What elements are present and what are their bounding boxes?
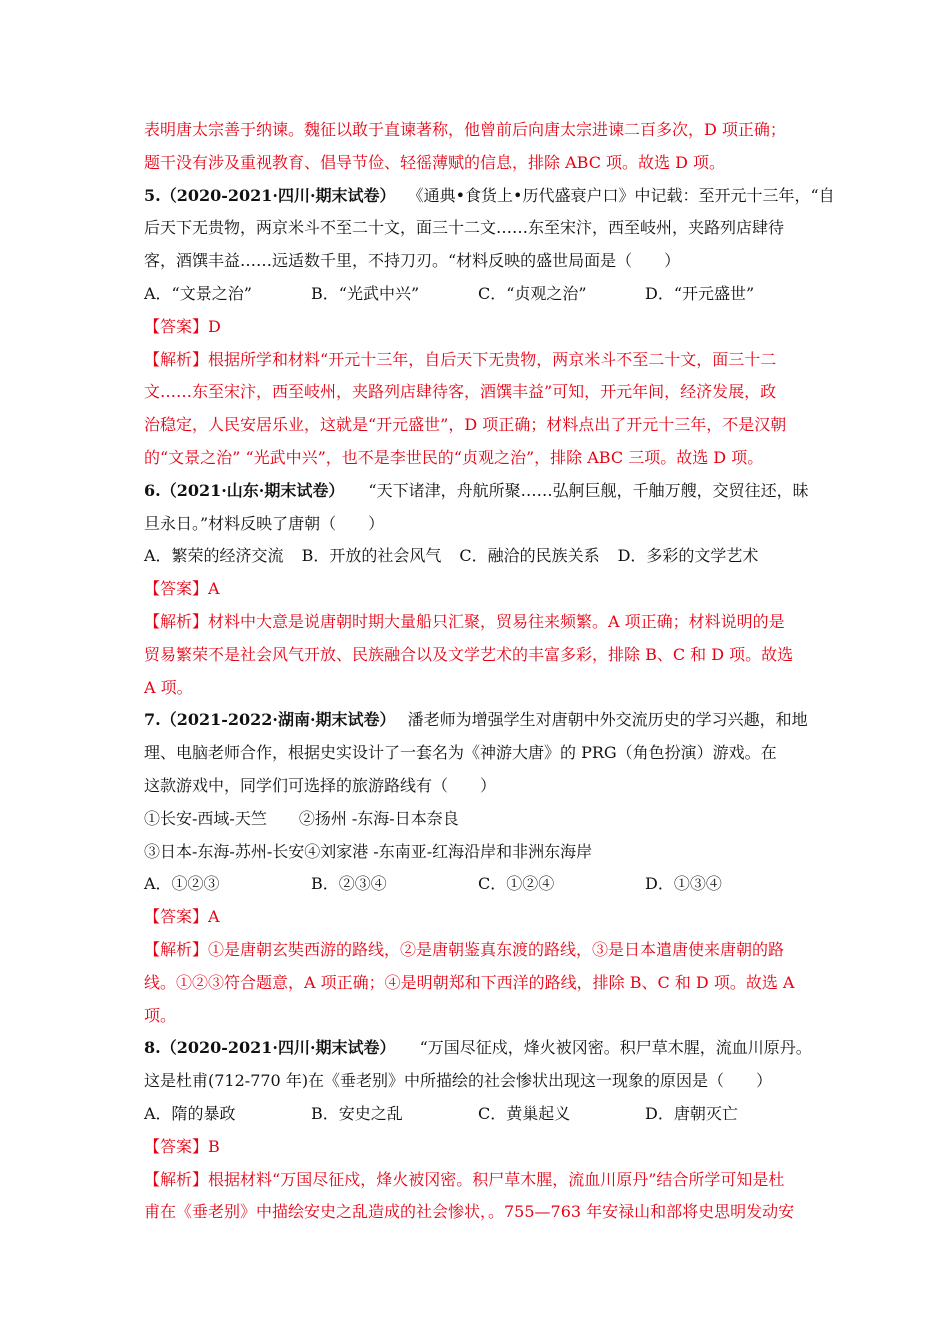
q7-answer-value: A: [208, 907, 220, 927]
q8-stem-line-2: 这是杜甫(712-770 年)在《垂老别》中所描绘的社会惨状出现这一现象的原因是（ ）: [144, 1071, 773, 1091]
q7-option-a: A．①②③: [144, 874, 220, 894]
q7-answer: [144, 901, 812, 934]
q8-source: （2020-2021·四川·期末试卷）: [160, 1038, 396, 1058]
q8-option-a: A．隋的暴政: [144, 1103, 236, 1123]
q7-source: （2021-2022·湖南·期末试卷）: [160, 710, 396, 730]
q8-analysis-line-1: [144, 1164, 812, 1197]
q4-analysis-line-2: 题干没有涉及重视教育、倡导节俭、轻徭薄赋的信息，排除 ABC 项。故选 D 项。: [144, 152, 726, 172]
q6-option-d: D．多彩的文学艺术: [617, 546, 759, 566]
q8-number: 8.: [144, 1038, 161, 1058]
q8-answer-label: 【答案】: [144, 1136, 209, 1156]
q5-analysis-line-2: 文……东至宋汴，西至岐州，夹路列店肆待客，酒馔丰益”可知，开元年间，经济发展，政: [144, 382, 777, 402]
q5-options: [144, 278, 812, 311]
q5-stem-text-1: 《通典•食货上•历代盛衰户口》中记载：至开元十三年，“自: [407, 185, 835, 205]
q8-option-d: D．唐朝灭亡: [645, 1103, 738, 1123]
q6-source: （2021·山东·期末试卷）: [160, 480, 345, 500]
q7-option-d: D．①③④: [645, 874, 722, 894]
q6-analysis-text-1: 材料中大意是说唐朝时期大量船只汇聚，贸易往来频繁。A 项正确；材料说明的是: [208, 611, 785, 631]
q6-option-a: A．繁荣的经济交流: [144, 546, 284, 566]
q6-answer: [144, 573, 812, 606]
q5-source: （2020-2021·四川·期末试卷）: [160, 185, 396, 205]
q7-analysis-line-2: 线。①②③符合题意，A 项正确；④是明朝郑和下西洋的路线，排除 B、C 和 D 项。故选 A: [144, 972, 795, 992]
q7-analysis-line-1: [144, 934, 812, 967]
q6-analysis-line-2: 贸易繁荣不是社会风气开放、民族融合以及文学艺术的丰富多彩，排除 B、C 和 D 项。故选: [144, 644, 794, 664]
q6-number: 6.: [144, 480, 161, 500]
q7-stem-line-3: 这款游戏中，同学们可选择的旅游路线有（ ）: [144, 775, 497, 795]
q5-answer-value: D: [208, 316, 221, 336]
q7-stem-text-1: 潘老师为增强学生对唐朝中外交流历史的学习兴趣，和地: [407, 710, 808, 730]
q6-stem-text-1: “天下诸津，舟航所聚……弘舸巨舰，千舳万艘，交贸往还，昧: [368, 480, 809, 500]
q8-option-b: B．安史之乱: [311, 1103, 403, 1123]
q7-answer-label: 【答案】: [144, 907, 209, 927]
q7-analysis-text-1: ①是唐朝玄奘西游的路线，②是唐朝鉴真东渡的路线，③是日本遣唐使来唐朝的路: [208, 939, 785, 959]
q6-option-b: B．开放的社会风气: [301, 546, 442, 566]
q5-analysis-line-4: 的“文景之治” “光武中兴”，也不是李世民的“贞观之治”，排除 ABC 三项。故选 D 项。: [144, 447, 764, 467]
q6-stem-line-1: [144, 475, 812, 508]
q5-number: 5.: [144, 185, 161, 205]
q7-analysis-label: 【解析】: [144, 939, 209, 959]
q6-answer-label: 【答案】: [144, 579, 209, 599]
q8-analysis-text-1: 根据材料“万国尽征戍，烽火被冈密。积尸草木腥，流血川原丹”结合所学可知是杜: [208, 1169, 785, 1189]
q5-analysis-label: 【解析】: [144, 349, 209, 369]
q7-option-c: C．①②④: [478, 874, 555, 894]
q6-stem-line-2: 旦永日。”材料反映了唐朝（ ）: [144, 513, 385, 533]
q5-stem-line-2: 后天下无贵物，两京米斗不至二十文，面三十二文……东至宋汴，西至岐州，夹路列店肆待: [144, 218, 785, 238]
q5-option-a: A．“文景之治”: [144, 283, 252, 303]
q7-stem-line-2: 理、电脑老师合作，根据史实设计了一套名为《神游大唐》的 PRG（角色扮演）游戏。在: [144, 743, 777, 763]
q6-answer-value: A: [208, 579, 220, 599]
q7-analysis-line-3: 项。: [144, 1005, 177, 1025]
q5-option-c: C．“贞观之治”: [478, 283, 587, 303]
document-page: [144, 114, 835, 1229]
q8-option-c: C．黄巢起义: [478, 1103, 571, 1123]
q6-analysis-line-1: [144, 606, 812, 639]
q5-option-b: B．“光武中兴”: [311, 283, 420, 303]
q8-answer-value: B: [208, 1136, 220, 1156]
q7-stem-line-1: [144, 704, 812, 737]
q5-answer-label: 【答案】: [144, 316, 209, 336]
q5-analysis-line-1: [144, 344, 812, 377]
q8-stem-text-1: “万国尽征戍，烽火被冈密。积尸草木腥，流血川原丹。: [419, 1038, 812, 1058]
q5-analysis-text-1: 根据所学和材料“开元十三年，自后天下无贵物，两京米斗不至二十文，面三十二: [208, 349, 777, 369]
q6-option-c: C．融洽的民族关系: [459, 546, 600, 566]
q8-stem-line-1: [144, 1032, 812, 1065]
q7-number: 7.: [144, 710, 161, 730]
q5-option-d: D．“开元盛世”: [645, 283, 755, 303]
q7-route-line-2: ③日本-东海-苏州-长安④刘家港 -东南亚-红海沿岸和非洲东海岸: [144, 841, 593, 861]
q8-answer: [144, 1131, 812, 1164]
q5-analysis-line-3: 治稳定，人民安居乐业，这就是“开元盛世”，D 项正确；材料点出了开元十三年，不是汉朝: [144, 415, 787, 435]
q8-analysis-label: 【解析】: [144, 1169, 209, 1189]
q7-route-line-1: ①长安-西域-天竺 ②扬州 -东海-日本奈良: [144, 808, 459, 828]
q6-options: [144, 540, 812, 573]
q6-analysis-label: 【解析】: [144, 611, 209, 631]
q6-analysis-line-3: A 项。: [144, 677, 193, 697]
q5-answer: [144, 311, 812, 344]
q5-stem-line-3: 客，酒馔丰益……远适数千里，不持刀刃。“材料反映的盛世局面是（ ）: [144, 251, 681, 271]
q8-options: [144, 1098, 812, 1131]
q8-analysis-line-2: 甫在《垂老别》中描绘安史之乱造成的社会惨状，。755—763 年安禄山和部将史思明发动安: [144, 1202, 795, 1222]
q7-option-b: B．②③④: [311, 874, 387, 894]
q7-options: [144, 868, 812, 901]
q5-stem-line-1: [144, 180, 835, 213]
q4-analysis-line-1: 表明唐太宗善于纳谏。魏征以敢于直谏著称，他曾前后向唐太宗进谏二百多次，D 项正确；: [144, 120, 786, 139]
